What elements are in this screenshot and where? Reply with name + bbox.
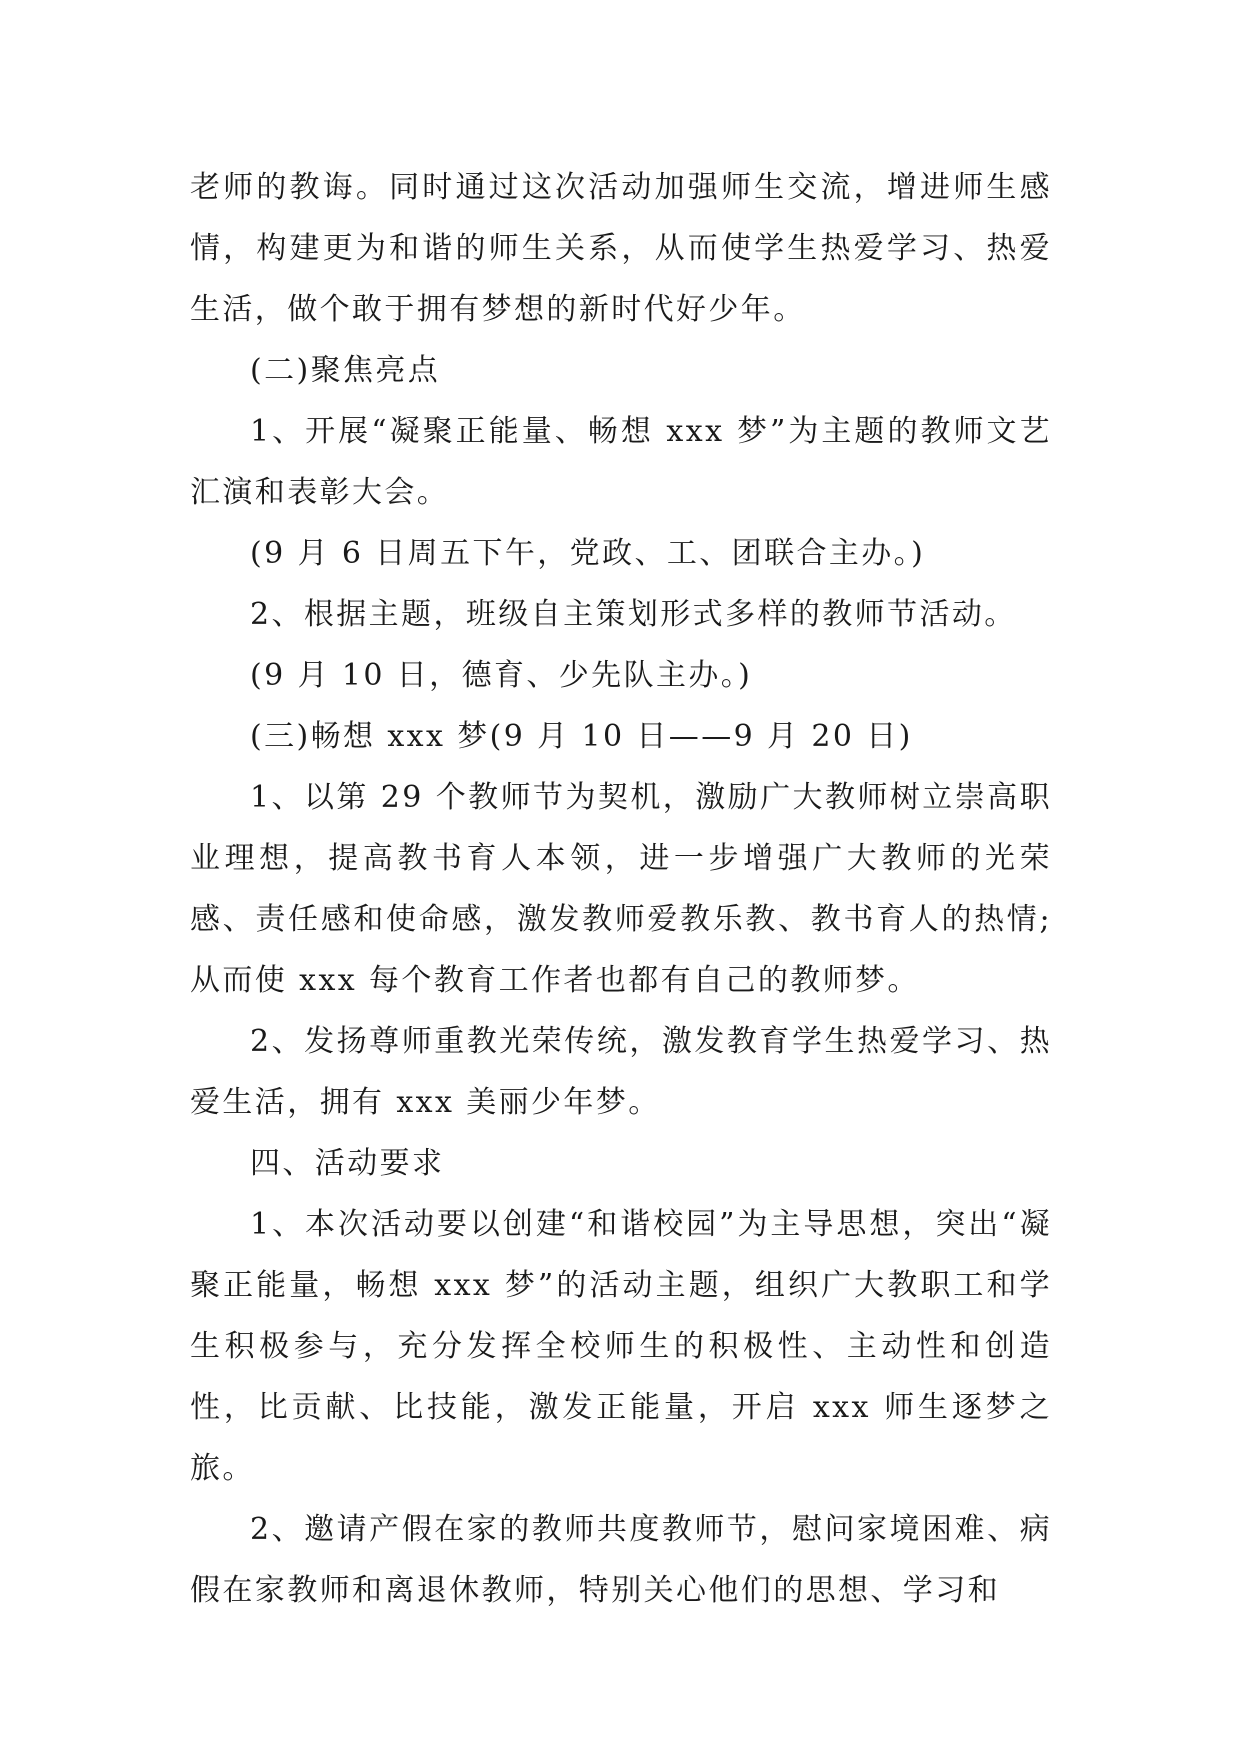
- paragraph-note-class-schedule: (9 月 10 日，德育、少先队主办。): [250, 658, 753, 693]
- paragraph-item-1-teacher-dream: 1、以第 29 个教师节为契机，激励广大教师树立崇高职业理想，提高教书育人本领，进一步增强广大教师的光荣感、责任感和使命感，激发教师爱教乐教、教书育人的热情;从而使 xxx 每个教育工作者也都有自己的教师梦。: [190, 780, 1052, 998]
- paragraph-item-2-student-dream: 2、发扬尊师重教光荣传统，激发教育学生热爱学习、热爱生活，拥有 xxx 美丽少年梦。: [190, 1024, 1052, 1120]
- paragraph-requirement-2: 2、邀请产假在家的教师共度教师节，慰问家境困难、病假在家教师和离退休教师，特别关心他们的思想、学习和: [190, 1512, 1052, 1608]
- paragraph-continuation: 老师的教诲。同时通过这次活动加强师生交流，增进师生感情，构建更为和谐的师生关系，从而使学生热爱学习、热爱生活，做个敢于拥有梦想的新时代好少年。: [190, 170, 1052, 327]
- section-heading-dream: (三)畅想 xxx 梦(9 月 10 日——9 月 20 日): [250, 719, 913, 754]
- paragraph-item-2-class-activities: 2、根据主题，班级自主策划形式多样的教师节活动。: [250, 597, 1017, 632]
- section-heading-requirements: 四、活动要求: [250, 1146, 445, 1181]
- paragraph-note-gala-schedule: (9 月 6 日周五下午，党政、工、团联合主办。): [250, 536, 926, 571]
- paragraph-item-1-gala: 1、开展“凝聚正能量、畅想 xxx 梦”为主题的教师文艺汇演和表彰大会。: [190, 414, 1052, 510]
- document-body: [190, 157, 1052, 1621]
- paragraph-requirement-1: 1、本次活动要以创建“和谐校园”为主导思想，突出“凝聚正能量，畅想 xxx 梦”的活动主题，组织广大教职工和学生积极参与，充分发挥全校师生的积极性、主动性和创造性，比贡献、比技能，激发正能量，开启 xxx 师生逐梦之旅。: [190, 1207, 1052, 1486]
- section-heading-focus-highlights: (二)聚焦亮点: [250, 353, 441, 388]
